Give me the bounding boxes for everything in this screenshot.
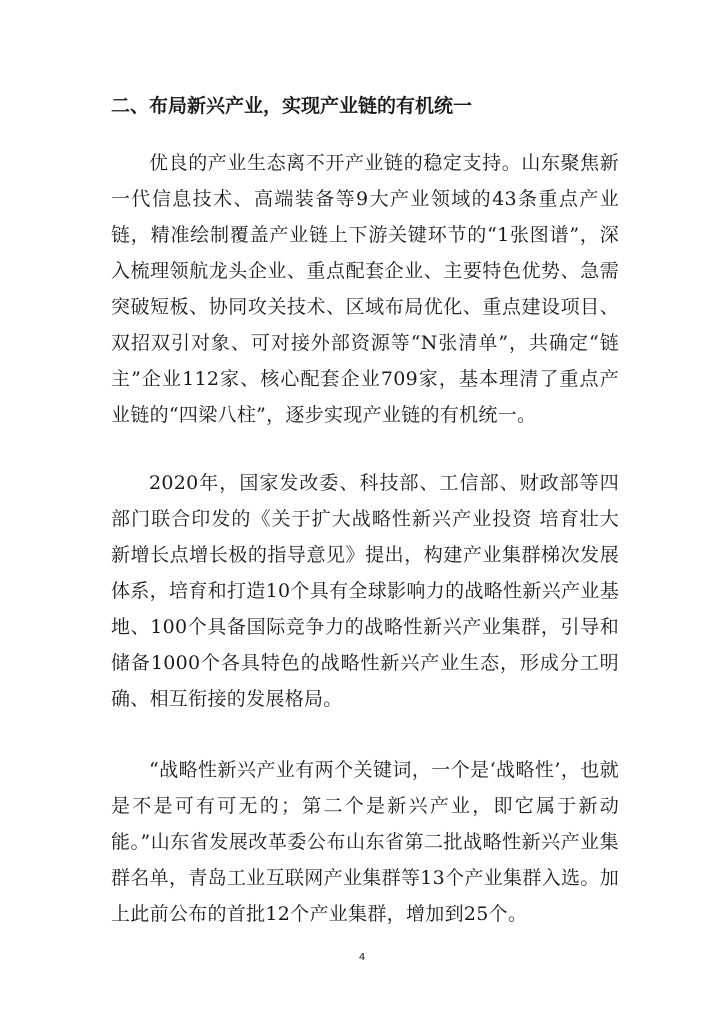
section-heading: 二、布局新兴产业，实现产业链的有机统一 (111, 95, 473, 117)
paragraph-industrial-chain: 优良的产业生态离不开产业链的稳定支持。山东聚焦新一代信息技术、高端装备等9大产业领域的43条重点产业链，精准绘制覆盖产业链上下游关键环节的“1张图谱”，深入梳理领航龙头企业、重点配套企业、主要特色优势、急需突破短板、协同攻关技术、区域布局优化、重点建设项目、双招双引对象、可对接外部资源等“N张清单”，共确定“链主”企业112家、核心配套企业709家，基本理清了重点产业链的“四梁八柱”，逐步实现产业链的有机统一。 (111, 152, 619, 426)
page-number: 4 (358, 952, 366, 963)
paragraph-industry-clusters: “战略性新兴产业有两个关键词，一个是‘战略性’，也就是不是可有可无的；第二个是新兴产业，即它属于新动能。”山东省发展改革委公布山东省第二批战略性新兴产业集群名单，青岛工业互联网产业集群等13个产业集群入选。加上此前公布的首批12个产业集群，增加到25个。 (111, 759, 619, 925)
paragraph-policy-guidance: 2020年，国家发改委、科技部、工信部、财政部等四部门联合印发的《关于扩大战略性新兴产业投资 培育壮大新增长点增长极的指导意见》提出，构建产业集群梯次发展体系，培育和打造10个具有全球影响力的战略性新兴产业基地、100个具备国际竞争力的战略性新兴产业集群，引导和储备1000个各具特色的战略性新兴产业生态，形成分工明确、相互衔接的发展格局。 (111, 472, 619, 710)
